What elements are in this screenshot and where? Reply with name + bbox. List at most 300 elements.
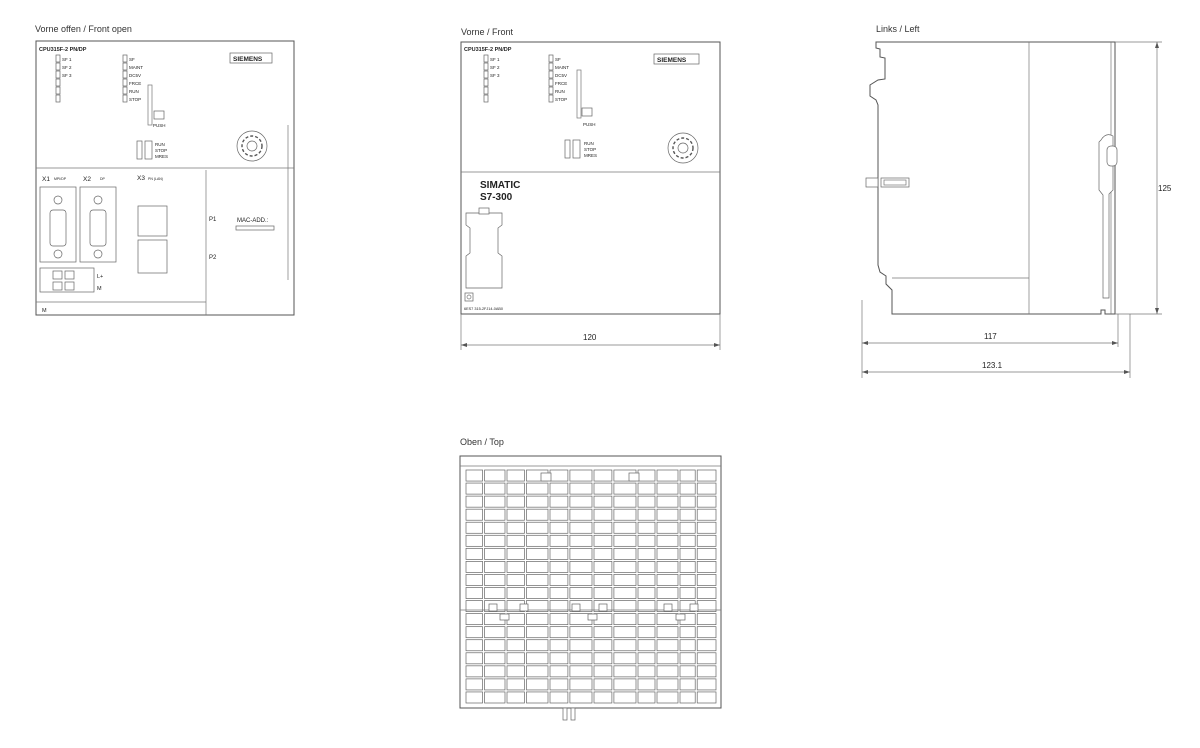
front-open-right-led xyxy=(123,63,127,70)
top-vent-slot xyxy=(570,548,592,559)
top-vent-slot xyxy=(507,640,524,651)
front-open-right-led xyxy=(123,71,127,78)
top-vent-slot xyxy=(680,483,695,494)
left-height-dim: 125 xyxy=(1158,184,1172,193)
front-right-led xyxy=(549,79,553,86)
top-vent-slot xyxy=(594,561,612,572)
top-vent-slot xyxy=(550,561,568,572)
front-open-left-led-label: SF 1 xyxy=(62,57,72,62)
top-vent-slot xyxy=(614,535,636,546)
top-vent-slot xyxy=(550,496,568,507)
front-open-mode-stop: STOP xyxy=(155,148,168,153)
top-vent-slot xyxy=(485,561,505,572)
front-right-led xyxy=(549,87,553,94)
top-vent-slot xyxy=(638,470,655,481)
front-open-right-led xyxy=(123,87,127,94)
top-vent-slot xyxy=(697,627,716,638)
top-vent-slot xyxy=(680,470,695,481)
front-open-port-p2: P2 xyxy=(209,255,217,261)
top-vent-slot xyxy=(570,574,592,585)
top-vent-slot xyxy=(550,679,568,690)
top-clip xyxy=(599,604,607,611)
top-vent-slot xyxy=(680,588,695,599)
top-vent-slot xyxy=(550,653,568,664)
top-vent-slot xyxy=(638,561,655,572)
top-vent-slot xyxy=(614,679,636,690)
top-vent-slot xyxy=(526,483,548,494)
top-vent-slot xyxy=(680,574,695,585)
top-vent-slot xyxy=(570,483,592,494)
top-vent-slot xyxy=(657,561,678,572)
top-vent-slot xyxy=(697,588,716,599)
front-open-view xyxy=(36,41,294,315)
top-vent-slot xyxy=(638,679,655,690)
top-vent-slot xyxy=(614,614,636,625)
top-vent-slot xyxy=(680,535,695,546)
top-vent-slot xyxy=(697,483,716,494)
front-open-view-title: Vorne offen / Front open xyxy=(35,24,132,34)
left-depth-total-dim: 123.1 xyxy=(982,361,1003,370)
front-open-mac-field xyxy=(236,226,274,230)
top-vent-slot xyxy=(507,653,524,664)
top-vent-slot xyxy=(657,666,678,677)
left-view-title: Links / Left xyxy=(876,24,920,34)
top-vent-slot xyxy=(485,496,505,507)
top-vent-slot xyxy=(466,561,483,572)
top-vent-slot xyxy=(638,574,655,585)
top-vent-slot xyxy=(680,548,695,559)
top-clip xyxy=(500,614,509,620)
front-right-led-label: RUN xyxy=(555,89,565,94)
front-open-port-x2-connector xyxy=(80,187,116,262)
top-clip xyxy=(520,604,528,611)
top-vent-slot xyxy=(614,509,636,520)
top-vent-slot xyxy=(697,470,716,481)
top-vent-slot xyxy=(594,470,612,481)
top-vent-slot xyxy=(657,574,678,585)
top-vent-slot xyxy=(466,483,483,494)
front-open-right-led xyxy=(123,95,127,102)
front-open-port-x3-sub: PN (LAN) xyxy=(148,177,163,181)
front-right-led xyxy=(549,95,553,102)
top-vent-slot xyxy=(570,640,592,651)
top-pin-right xyxy=(571,708,575,720)
top-vent-slot xyxy=(697,679,716,690)
front-left-led-label: SF 2 xyxy=(490,65,500,70)
top-vent-slot xyxy=(550,574,568,585)
top-vent-slot xyxy=(697,509,716,520)
top-vent-slot xyxy=(507,627,524,638)
front-view-title: Vorne / Front xyxy=(461,27,514,37)
top-vent-slot xyxy=(526,666,548,677)
front-cpu-label: CPU315F-2 PN/DP xyxy=(464,47,512,53)
top-vent-slot xyxy=(697,574,716,585)
front-open-right-led-label: FRCE xyxy=(129,81,142,86)
front-open-left-led xyxy=(56,87,60,94)
top-vent-slot xyxy=(570,522,592,533)
top-vent-slot xyxy=(485,535,505,546)
top-vent-slot xyxy=(680,679,695,690)
top-vent-slot xyxy=(614,483,636,494)
front-right-led-label: FRCE xyxy=(555,81,568,86)
top-vent-slot xyxy=(550,522,568,533)
top-vent-slot xyxy=(638,509,655,520)
front-led-column-right xyxy=(549,55,569,102)
top-vent-slot xyxy=(594,692,612,703)
top-vent-slot xyxy=(594,483,612,494)
front-left-led xyxy=(484,71,488,78)
top-vent-slot xyxy=(570,653,592,664)
top-vent-slot xyxy=(507,509,524,520)
front-open-cpu-label: CPU315F-2 PN/DP xyxy=(39,47,87,53)
top-vent-slot xyxy=(657,470,678,481)
top-vent-slot xyxy=(570,679,592,690)
top-vent-slot xyxy=(485,666,505,677)
top-vent-slot xyxy=(680,692,695,703)
top-vent-slot xyxy=(466,470,483,481)
top-clip xyxy=(572,604,580,611)
top-vent-slot xyxy=(638,692,655,703)
top-vent-slot xyxy=(680,666,695,677)
top-vent-slot xyxy=(697,692,716,703)
front-open-right-led-label: RUN xyxy=(129,89,139,94)
top-vent-slot xyxy=(638,653,655,664)
top-vent-slot xyxy=(638,548,655,559)
front-left-led xyxy=(484,55,488,62)
top-vent-slot xyxy=(697,653,716,664)
front-product-line: SIMATIC xyxy=(480,180,521,191)
top-vent-slot xyxy=(570,588,592,599)
top-vent-slot xyxy=(638,522,655,533)
top-vent-slot xyxy=(485,653,505,664)
top-vent-slot xyxy=(570,692,592,703)
front-left-led xyxy=(484,87,488,94)
front-brand: SIEMENS xyxy=(657,57,687,64)
front-rotary-switch xyxy=(668,133,698,163)
top-vent-slot xyxy=(526,640,548,651)
front-right-led xyxy=(549,55,553,62)
top-vent-slot xyxy=(657,548,678,559)
top-clip xyxy=(489,604,497,611)
top-vent-slot xyxy=(526,522,548,533)
top-vent-slot xyxy=(550,666,568,677)
top-vent-slot xyxy=(526,692,548,703)
top-vent-slot xyxy=(594,679,612,690)
top-vent-slot xyxy=(526,496,548,507)
top-vent-slot xyxy=(526,588,548,599)
front-open-led-column-right xyxy=(123,55,143,102)
front-memory-card-slot xyxy=(466,213,502,288)
top-vent-slot xyxy=(526,509,548,520)
top-vent-slot xyxy=(507,588,524,599)
top-vent-slot xyxy=(507,483,524,494)
top-vent-slot xyxy=(594,535,612,546)
top-tab-right xyxy=(629,473,639,481)
front-open-rj45-p1 xyxy=(138,206,167,236)
front-order-number: 6ES7 315-2FJ14-0AB0 xyxy=(464,307,504,311)
front-open-ground-label: M xyxy=(42,308,47,314)
top-vent-slot xyxy=(485,640,505,651)
front-open-left-led xyxy=(56,55,60,62)
front-left-led xyxy=(484,63,488,70)
top-vent-slot xyxy=(550,483,568,494)
top-vent-slot xyxy=(526,614,548,625)
front-open-rotary-switch xyxy=(237,131,267,161)
top-vent-slot xyxy=(570,627,592,638)
front-open-right-led xyxy=(123,79,127,86)
top-vent-slot xyxy=(657,535,678,546)
top-vent-slot xyxy=(657,640,678,651)
front-left-led-label: SF 1 xyxy=(490,57,500,62)
top-vent-slot xyxy=(697,522,716,533)
top-vent-slot xyxy=(526,561,548,572)
front-led-column-left xyxy=(484,55,500,102)
top-vent-slot xyxy=(697,548,716,559)
top-vent-slot xyxy=(485,509,505,520)
top-vent-slot xyxy=(614,692,636,703)
top-vent-slot xyxy=(550,614,568,625)
top-vent-slot xyxy=(485,483,505,494)
top-vent-slot xyxy=(594,588,612,599)
top-vent-slot xyxy=(570,470,592,481)
top-vent-slot xyxy=(638,640,655,651)
front-ground-screw xyxy=(465,293,473,301)
top-vent-slot xyxy=(697,614,716,625)
top-vent-slot xyxy=(657,627,678,638)
front-width-dim: 120 xyxy=(583,333,597,342)
front-open-mode-mres: MRES xyxy=(155,154,169,159)
top-vent-slot xyxy=(638,483,655,494)
left-side-slot xyxy=(881,178,909,187)
top-vent-slot xyxy=(507,666,524,677)
front-open-power-lplus: L+ xyxy=(97,274,104,280)
top-vent-slot xyxy=(614,522,636,533)
top-vent-slot xyxy=(526,679,548,690)
top-vent-slot xyxy=(466,653,483,664)
front-mode-switch xyxy=(565,140,570,158)
top-vent-slot xyxy=(570,496,592,507)
front-open-port-x3: X3 xyxy=(137,175,145,182)
top-vent-slot xyxy=(657,692,678,703)
front-open-left-led-label: SF 2 xyxy=(62,65,72,70)
left-depth-dim: 117 xyxy=(984,332,997,341)
top-vent-slot xyxy=(657,483,678,494)
front-open-left-led xyxy=(56,79,60,86)
top-vent-slot xyxy=(507,692,524,703)
top-vent-slot xyxy=(594,496,612,507)
top-vent-slot xyxy=(680,561,695,572)
top-vent-slot xyxy=(697,561,716,572)
front-open-right-led xyxy=(123,55,127,62)
front-product-model: S7-300 xyxy=(480,192,513,203)
front-open-left-led xyxy=(56,95,60,102)
top-vent-slot xyxy=(594,522,612,533)
front-open-right-led-label: MAINT xyxy=(129,65,143,70)
top-vent-slot xyxy=(550,470,568,481)
top-vent-slot xyxy=(657,614,678,625)
top-vent-slot xyxy=(507,548,524,559)
front-open-left-led xyxy=(56,63,60,70)
top-vent-slot xyxy=(507,574,524,585)
top-vent-slot xyxy=(526,574,548,585)
top-vent-slot xyxy=(466,588,483,599)
front-right-led xyxy=(549,71,553,78)
top-vent-slot xyxy=(594,666,612,677)
top-ventilation-grid xyxy=(460,470,721,703)
top-vent-slot xyxy=(485,574,505,585)
top-vent-slot xyxy=(697,535,716,546)
top-vent-slot xyxy=(507,470,524,481)
front-right-led-label: SF xyxy=(555,57,561,62)
front-view xyxy=(461,42,720,350)
top-view-title: Oben / Top xyxy=(460,437,504,447)
top-vent-slot xyxy=(466,627,483,638)
top-vent-slot xyxy=(466,692,483,703)
front-mode-run: RUN xyxy=(584,141,594,146)
top-vent-slot xyxy=(638,614,655,625)
top-vent-slot xyxy=(657,653,678,664)
top-vent-slot xyxy=(466,574,483,585)
top-vent-slot xyxy=(697,496,716,507)
top-vent-slot xyxy=(657,509,678,520)
top-vent-slot xyxy=(657,588,678,599)
top-vent-slot xyxy=(550,640,568,651)
front-open-right-led-label: STOP xyxy=(129,97,142,102)
top-vent-slot xyxy=(466,666,483,677)
top-vent-slot xyxy=(550,509,568,520)
top-view xyxy=(460,456,721,720)
top-vent-slot xyxy=(485,470,505,481)
front-open-right-led-label: SF xyxy=(129,57,135,62)
front-open-mmc-slot xyxy=(154,111,164,119)
top-vent-slot xyxy=(485,627,505,638)
top-vent-slot xyxy=(526,627,548,638)
front-left-led-label: SF 3 xyxy=(490,73,500,78)
top-vent-slot xyxy=(614,561,636,572)
top-vent-slot xyxy=(594,509,612,520)
top-vent-slot xyxy=(680,627,695,638)
front-open-left-led xyxy=(56,71,60,78)
front-open-mode-switch xyxy=(137,141,142,159)
top-vent-slot xyxy=(594,653,612,664)
front-open-mode-run: RUN xyxy=(155,142,165,147)
top-pin-left xyxy=(563,708,567,720)
top-vent-slot xyxy=(614,627,636,638)
top-vent-slot xyxy=(594,574,612,585)
top-vent-slot xyxy=(614,574,636,585)
top-vent-slot xyxy=(638,588,655,599)
top-vent-slot xyxy=(526,653,548,664)
top-vent-slot xyxy=(466,496,483,507)
front-open-port-x1-sub: MPI/DP xyxy=(54,177,67,181)
top-vent-slot xyxy=(680,509,695,520)
front-open-mac-label: MAC-ADD.: xyxy=(237,218,269,224)
top-vent-slot xyxy=(507,679,524,690)
top-vent-slot xyxy=(507,535,524,546)
top-vent-slot xyxy=(680,640,695,651)
top-vent-slot xyxy=(638,535,655,546)
front-right-led-label: MAINT xyxy=(555,65,569,70)
top-vent-slot xyxy=(550,692,568,703)
top-vent-slot xyxy=(594,640,612,651)
top-vent-slot xyxy=(550,535,568,546)
top-vent-slot xyxy=(697,666,716,677)
top-vent-slot xyxy=(526,548,548,559)
front-mode-stop: STOP xyxy=(584,147,597,152)
front-open-right-led-label: DC5V xyxy=(129,73,142,78)
top-vent-slot xyxy=(570,666,592,677)
front-open-left-led-label: SF 3 xyxy=(62,73,72,78)
top-clip xyxy=(676,614,685,620)
top-vent-slot xyxy=(466,509,483,520)
top-vent-slot xyxy=(657,522,678,533)
front-right-led xyxy=(549,63,553,70)
front-open-port-x1-connector xyxy=(40,187,76,262)
front-left-led xyxy=(484,79,488,86)
front-right-led-label: DC5V xyxy=(555,73,568,78)
top-vent-slot xyxy=(638,496,655,507)
top-vent-slot xyxy=(466,640,483,651)
top-vent-slot xyxy=(507,614,524,625)
top-vent-slot xyxy=(550,588,568,599)
top-vent-slot xyxy=(485,588,505,599)
top-clip xyxy=(690,604,698,611)
top-vent-slot xyxy=(594,627,612,638)
top-vent-slot xyxy=(680,522,695,533)
top-clip xyxy=(664,604,672,611)
top-vent-slot xyxy=(614,640,636,651)
front-open-power-m: M xyxy=(97,286,102,292)
top-vent-slot xyxy=(680,653,695,664)
front-mode-mres: MRES xyxy=(584,153,598,158)
top-vent-slot xyxy=(526,535,548,546)
top-vent-slot xyxy=(550,548,568,559)
front-left-led xyxy=(484,95,488,102)
top-tab-left xyxy=(541,473,551,481)
front-open-port-x2-sub: DP xyxy=(100,177,105,181)
top-vent-slot xyxy=(614,548,636,559)
top-vent-slot xyxy=(570,509,592,520)
front-open-rj45-p2 xyxy=(138,240,167,273)
top-vent-slot xyxy=(614,496,636,507)
top-vent-slot xyxy=(507,496,524,507)
top-vent-slot xyxy=(466,548,483,559)
front-open-port-x1: X1 xyxy=(42,176,50,183)
left-view xyxy=(862,42,1172,378)
top-vent-slot xyxy=(485,522,505,533)
top-vent-slot xyxy=(485,679,505,690)
top-vent-slot xyxy=(614,588,636,599)
front-open-brand: SIEMENS xyxy=(233,56,263,63)
top-vent-slot xyxy=(680,496,695,507)
top-vent-slot xyxy=(570,561,592,572)
front-push-label: PUSH xyxy=(583,122,596,127)
top-vent-slot xyxy=(638,627,655,638)
top-vent-slot xyxy=(614,653,636,664)
top-vent-slot xyxy=(466,679,483,690)
top-vent-slot xyxy=(657,496,678,507)
front-open-power-terminal xyxy=(40,268,94,292)
top-vent-slot xyxy=(466,614,483,625)
top-clip xyxy=(588,614,597,620)
front-mmc-slot xyxy=(582,108,592,116)
top-vent-slot xyxy=(614,666,636,677)
top-vent-slot xyxy=(466,535,483,546)
front-open-push-label: PUSH xyxy=(153,123,166,128)
top-vent-slot xyxy=(485,692,505,703)
front-open-led-column-left xyxy=(56,55,72,102)
top-vent-slot xyxy=(657,679,678,690)
